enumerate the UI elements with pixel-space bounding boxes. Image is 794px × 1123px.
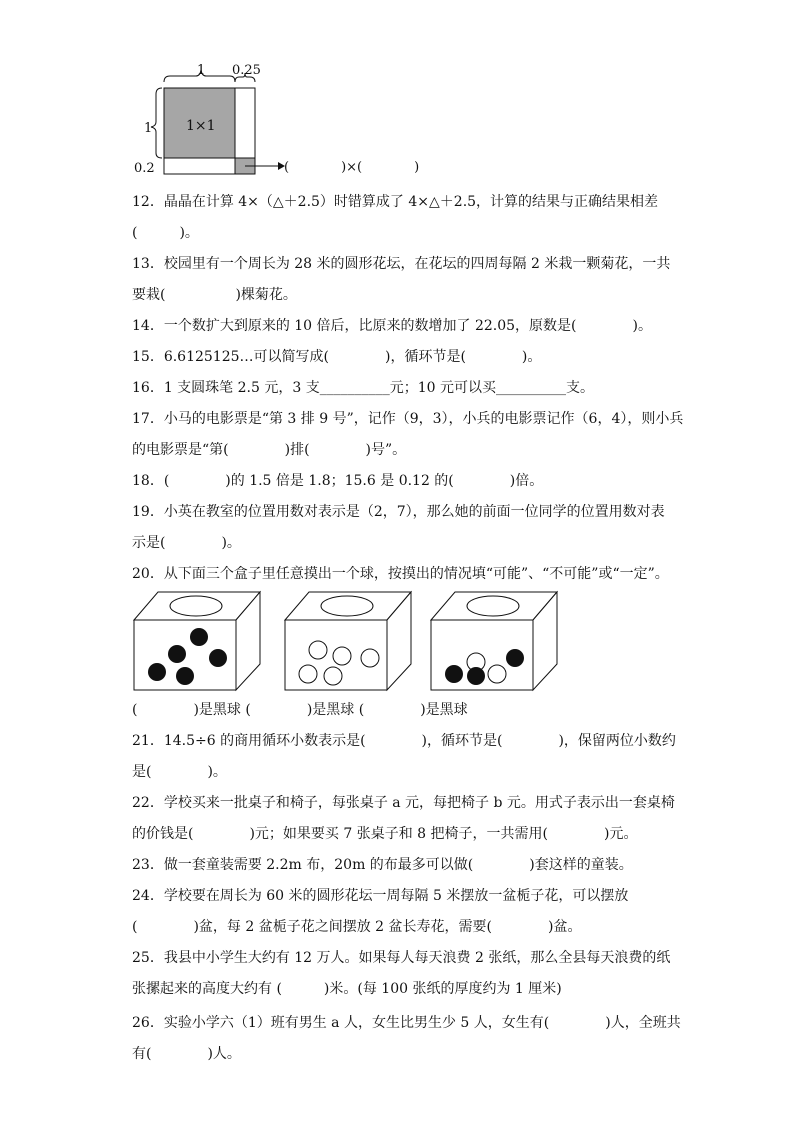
q15: 15．6.6125125…可以简写成( )，循环节是( )。 bbox=[132, 349, 542, 365]
ball-white bbox=[309, 641, 327, 659]
q20: 20．从下面三个盒子里任意摸出一个球，按摸出的情况填“可能”、“不可能”或“一定”。 bbox=[132, 566, 669, 582]
q19-line1: 19．小英在教室的位置用数对表示是（2，7），那么她的前面一位同学的位置用数对表 bbox=[132, 504, 665, 520]
q26-line2: 有( )人。 bbox=[132, 1046, 241, 1062]
ball-white bbox=[488, 665, 506, 683]
q22-line2: 的价钱是( )元；如果要买 7 张桌子和 8 把椅子，一共需用( )元。 bbox=[132, 826, 638, 842]
q13-line2: 要栽( )棵菊花。 bbox=[132, 287, 297, 303]
q20-answer: ( )是黑球 ( )是黑球 ( )是黑球 bbox=[132, 702, 468, 718]
q12-line1: 12．晶晶在计算 4×（△＋2.5）时错算成了 4×△＋2.5，计算的结果与正确结果相差 bbox=[132, 194, 659, 210]
q13-line1: 13．校园里有一个周长为 28 米的圆形花坛，在花坛的四周每隔 2 米栽一颗菊花，一共 bbox=[132, 256, 671, 272]
box-3-opening bbox=[467, 596, 519, 616]
ball-black bbox=[445, 665, 463, 683]
q12-line2: ( )。 bbox=[132, 225, 199, 241]
box-2 bbox=[285, 592, 411, 690]
box-1-opening bbox=[170, 596, 222, 616]
q16: 16．1 支圆珠笔 2.5 元，3 支__________元；10 元可以买__________支。 bbox=[132, 380, 594, 396]
ball-black bbox=[148, 663, 166, 681]
ball-black bbox=[467, 667, 485, 685]
ball-white bbox=[299, 665, 317, 683]
ball-black bbox=[209, 649, 227, 667]
left-brace-1 bbox=[151, 88, 162, 158]
q24-line1: 24．学校要在周长为 60 米的圆形花坛一周每隔 5 米摆放一盆栀子花，可以摆放 bbox=[132, 888, 629, 904]
q26-line1: 26．实验小学六（1）班有男生 a 人，女生比男生少 5 人，女生有( )人，全班共 bbox=[132, 1015, 681, 1031]
ball-white bbox=[333, 647, 351, 665]
area-diagram bbox=[134, 60, 460, 180]
q17-line2: 的电影票是“第( )排( )号”。 bbox=[132, 442, 407, 458]
right-strip bbox=[235, 88, 255, 158]
label-left-1: 1 bbox=[144, 121, 153, 136]
inner-label: 1×1 bbox=[186, 118, 216, 134]
box-1 bbox=[134, 592, 260, 690]
box-2-opening bbox=[321, 596, 373, 616]
q25-line2: 张摞起来的高度大约有 ( )米。(每 100 张纸的厚度约为 1 厘米) bbox=[132, 981, 562, 997]
label-top-1: 1 bbox=[197, 63, 206, 78]
q17-line1: 17．小马的电影票是“第 3 排 9 号”，记作（9，3），小兵的电影票记作（6，4），则小兵 bbox=[132, 411, 684, 427]
q25-line1: 25．我县中小学生大约有 12 万人。如果每人每天浪费 2 张纸，那么全县每天浪费的纸 bbox=[132, 950, 671, 966]
q19-line2: 示是( )。 bbox=[132, 535, 241, 551]
q21-line2: 是( )。 bbox=[132, 764, 227, 780]
label-left-02: 0.2 bbox=[134, 161, 155, 176]
q23: 23．做一套童装需要 2.2m 布，20m 的布最多可以做( )套这样的童装。 bbox=[132, 857, 633, 873]
ball-white bbox=[324, 667, 342, 685]
q21-line1: 21．14.5÷6 的商用循环小数表示是( )，循环节是( )，保留两位小数约 bbox=[132, 733, 676, 749]
ball-black bbox=[190, 628, 208, 646]
label-top-025: 0.25 bbox=[232, 63, 261, 78]
ball-black bbox=[168, 645, 186, 663]
q14: 14．一个数扩大到原来的 10 倍后，比原来的数增加了 22.05，原数是( )。 bbox=[132, 318, 652, 334]
ball-white bbox=[361, 649, 379, 667]
ball-black bbox=[506, 649, 524, 667]
three-boxes bbox=[130, 588, 570, 696]
q18: 18．( )的 1.5 倍是 1.8；15.6 是 0.12 的( )倍。 bbox=[132, 473, 544, 489]
q22-line1: 22．学校买来一批桌子和椅子，每张桌子 a 元，每把椅子 b 元。用式子表示出一套桌椅 bbox=[132, 795, 675, 811]
arrow-answer: ( )×( ) bbox=[284, 160, 420, 175]
q24-line2: ( )盆，每 2 盆栀子花之间摆放 2 盆长寿花，需要( )盆。 bbox=[132, 919, 582, 935]
ball-black bbox=[176, 667, 194, 685]
box-3 bbox=[431, 592, 557, 690]
bottom-strip bbox=[164, 158, 235, 174]
